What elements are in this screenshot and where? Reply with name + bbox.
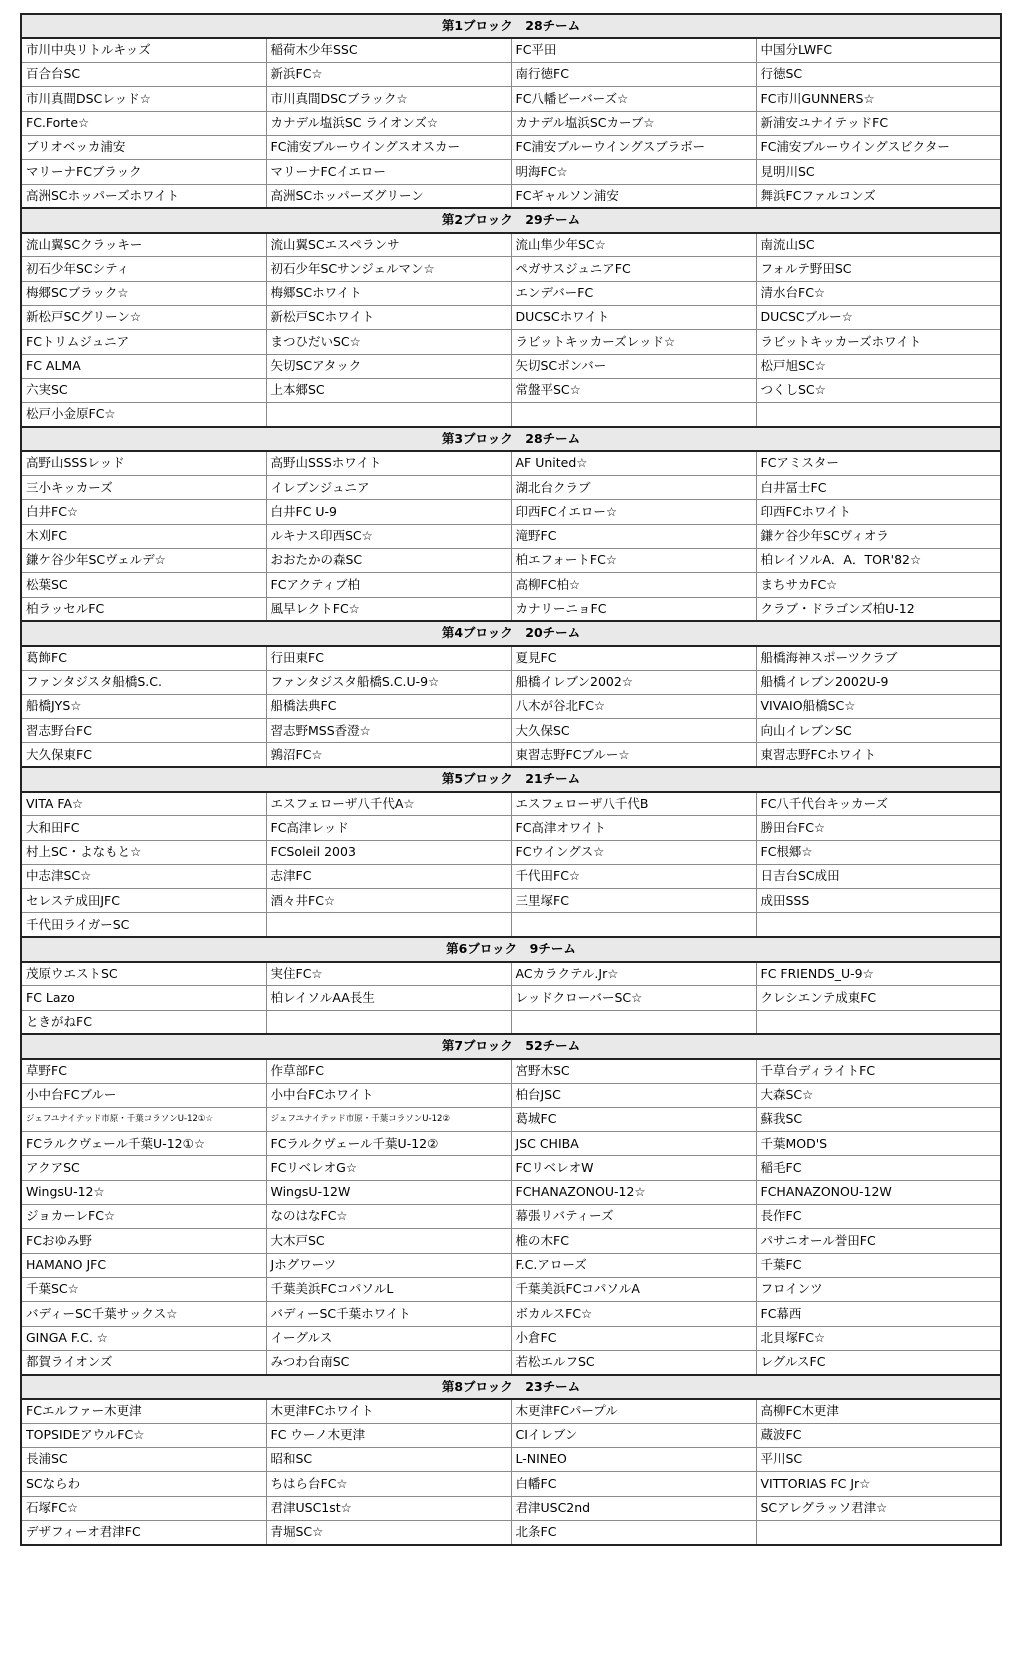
table-row bbox=[21, 403, 1001, 427]
team-cell: 印西FCイエロー☆ bbox=[511, 500, 756, 524]
block-header: 第5ブロック 21チーム bbox=[21, 767, 1001, 791]
team-cell: ACカラクテル.Jr☆ bbox=[511, 962, 756, 986]
team-cell: VITTORIAS FC Jr☆ bbox=[756, 1472, 1001, 1496]
team-cell bbox=[511, 1010, 756, 1034]
team-cell: 六実SC bbox=[21, 378, 266, 402]
team-cell: 船橋イレブン2002☆ bbox=[511, 670, 756, 694]
table-row bbox=[21, 597, 1001, 621]
team-cell: 高柳FC柏☆ bbox=[511, 573, 756, 597]
team-cell: FCアミスター bbox=[756, 451, 1001, 475]
team-cell: エンデバーFC bbox=[511, 281, 756, 305]
table-row bbox=[21, 524, 1001, 548]
table-row bbox=[21, 38, 1001, 62]
team-cell: FCトリムジュニア bbox=[21, 330, 266, 354]
team-cell: パサニオール誉田FC bbox=[756, 1229, 1001, 1253]
team-cell: ボカルスFC☆ bbox=[511, 1302, 756, 1326]
team-cell: フロインツ bbox=[756, 1277, 1001, 1301]
team-cell: 梅郷SCホワイト bbox=[266, 281, 511, 305]
team-cell: 初石少年SCサンジェルマン☆ bbox=[266, 257, 511, 281]
table-row bbox=[21, 962, 1001, 986]
team-cell: 千葉FC bbox=[756, 1253, 1001, 1277]
team-cell: 南流山SC bbox=[756, 233, 1001, 257]
team-cell bbox=[511, 913, 756, 937]
team-cell: おおたかの森SC bbox=[266, 549, 511, 573]
table-row bbox=[21, 1180, 1001, 1204]
team-cell: マリーナFCブラック bbox=[21, 160, 266, 184]
team-cell: 向山イレブンSC bbox=[756, 719, 1001, 743]
team-cell: GINGA F.C. ☆ bbox=[21, 1326, 266, 1350]
team-cell: 茂原ウエストSC bbox=[21, 962, 266, 986]
table-row bbox=[21, 1350, 1001, 1374]
team-cell: クレシエンテ成東FC bbox=[756, 986, 1001, 1010]
team-cell: 北貝塚FC☆ bbox=[756, 1326, 1001, 1350]
team-cell: 市川真間DSCレッド☆ bbox=[21, 87, 266, 111]
table-row bbox=[21, 1399, 1001, 1423]
team-table-container bbox=[20, 13, 1002, 1546]
team-cell: FCエルファー木更津 bbox=[21, 1399, 266, 1423]
team-cell: FCリベレオG☆ bbox=[266, 1156, 511, 1180]
table-row bbox=[21, 573, 1001, 597]
team-cell: 百合台SC bbox=[21, 63, 266, 87]
team-cell: マリーナFCイエロー bbox=[266, 160, 511, 184]
team-cell: FCギャルソン浦安 bbox=[511, 184, 756, 208]
team-cell: 青堀SC☆ bbox=[266, 1520, 511, 1544]
team-cell: 君津USC1st☆ bbox=[266, 1496, 511, 1520]
team-cell: ペガサスジュニアFC bbox=[511, 257, 756, 281]
team-cell: 稲荷木少年SSC bbox=[266, 38, 511, 62]
team-cell: 葛城FC bbox=[511, 1107, 756, 1131]
team-cell bbox=[756, 403, 1001, 427]
table-row bbox=[21, 864, 1001, 888]
team-cell: 鶉沼FC☆ bbox=[266, 743, 511, 767]
team-cell: 風早レクトFC☆ bbox=[266, 597, 511, 621]
team-cell: FC市川GUNNERS☆ bbox=[756, 87, 1001, 111]
team-cell: 大久保SC bbox=[511, 719, 756, 743]
table-row bbox=[21, 184, 1001, 208]
team-cell: 蔵波FC bbox=[756, 1423, 1001, 1447]
table-row bbox=[21, 549, 1001, 573]
team-cell: 新松戸SCホワイト bbox=[266, 306, 511, 330]
team-cell: ときがねFC bbox=[21, 1010, 266, 1034]
team-cell: 高野山SSSホワイト bbox=[266, 451, 511, 475]
team-cell: 常盤平SC☆ bbox=[511, 378, 756, 402]
team-cell bbox=[756, 913, 1001, 937]
team-cell: 八木が谷北FC☆ bbox=[511, 694, 756, 718]
table-row bbox=[21, 1302, 1001, 1326]
table-row bbox=[21, 63, 1001, 87]
team-cell: 習志野台FC bbox=[21, 719, 266, 743]
table-row bbox=[21, 111, 1001, 135]
table-row bbox=[21, 233, 1001, 257]
team-cell: 新松戸SCグリーン☆ bbox=[21, 306, 266, 330]
table-row bbox=[21, 87, 1001, 111]
team-cell: 東習志野FCホワイト bbox=[756, 743, 1001, 767]
team-cell: 志津FC bbox=[266, 864, 511, 888]
team-cell: 千葉SC☆ bbox=[21, 1277, 266, 1301]
team-cell: イレブンジュニア bbox=[266, 476, 511, 500]
team-cell: 明海FC☆ bbox=[511, 160, 756, 184]
team-cell: 流山隼少年SC☆ bbox=[511, 233, 756, 257]
table-row bbox=[21, 1520, 1001, 1544]
table-row bbox=[21, 1423, 1001, 1447]
team-cell: まちサカFC☆ bbox=[756, 573, 1001, 597]
team-cell: FC FRIENDS_U-9☆ bbox=[756, 962, 1001, 986]
team-cell: FCHANAZONOU-12W bbox=[756, 1180, 1001, 1204]
team-cell: 白井冨士FC bbox=[756, 476, 1001, 500]
table-row bbox=[21, 913, 1001, 937]
team-cell: 清水台FC☆ bbox=[756, 281, 1001, 305]
table-row bbox=[21, 1010, 1001, 1034]
team-cell: ルキナス印西SC☆ bbox=[266, 524, 511, 548]
team-cell bbox=[266, 913, 511, 937]
team-cell bbox=[756, 1010, 1001, 1034]
team-cell: 市川真間DSCブラック☆ bbox=[266, 87, 511, 111]
block-header-row bbox=[21, 14, 1001, 38]
table-row bbox=[21, 160, 1001, 184]
team-cell: 高洲SCホッパーズホワイト bbox=[21, 184, 266, 208]
table-row bbox=[21, 670, 1001, 694]
table-row bbox=[21, 1472, 1001, 1496]
team-cell: デザフィーオ君津FC bbox=[21, 1520, 266, 1544]
team-cell: 椎の木FC bbox=[511, 1229, 756, 1253]
team-cell: 夏見FC bbox=[511, 646, 756, 670]
block-header: 第1ブロック 28チーム bbox=[21, 14, 1001, 38]
team-cell: FC ウーノ木更津 bbox=[266, 1423, 511, 1447]
team-cell: セレステ成田JFC bbox=[21, 889, 266, 913]
team-cell: 長浦SC bbox=[21, 1448, 266, 1472]
team-cell: 幕張リバティーズ bbox=[511, 1205, 756, 1229]
team-cell: 新浦安ユナイテッドFC bbox=[756, 111, 1001, 135]
team-cell bbox=[511, 403, 756, 427]
table-row bbox=[21, 500, 1001, 524]
block-header: 第4ブロック 20チーム bbox=[21, 621, 1001, 645]
team-cell: 新浜FC☆ bbox=[266, 63, 511, 87]
team-cell: 勝田台FC☆ bbox=[756, 816, 1001, 840]
team-cell: 流山翼SCエスペランサ bbox=[266, 233, 511, 257]
team-cell: 行徳SC bbox=[756, 63, 1001, 87]
team-cell: WingsU-12W bbox=[266, 1180, 511, 1204]
table-row bbox=[21, 694, 1001, 718]
team-cell: 高柳FC木更津 bbox=[756, 1399, 1001, 1423]
team-cell: 高洲SCホッパーズグリーン bbox=[266, 184, 511, 208]
team-cell: 中国分LWFC bbox=[756, 38, 1001, 62]
team-cell: なのはなFC☆ bbox=[266, 1205, 511, 1229]
team-cell: ジェフユナイテッド市原・千葉コラソンU-12①☆ bbox=[21, 1107, 266, 1131]
team-cell: 千草台ディライトFC bbox=[756, 1059, 1001, 1083]
team-cell: みつわ台南SC bbox=[266, 1350, 511, 1374]
team-cell: 柏ラッセルFC bbox=[21, 597, 266, 621]
table-row bbox=[21, 451, 1001, 475]
team-cell: 流山翼SCクラッキー bbox=[21, 233, 266, 257]
team-cell: 小中台FCホワイト bbox=[266, 1083, 511, 1107]
team-cell: 千葉MOD'S bbox=[756, 1132, 1001, 1156]
table-row bbox=[21, 840, 1001, 864]
team-cell: 船橋海神スポーツクラブ bbox=[756, 646, 1001, 670]
team-cell: つくしSC☆ bbox=[756, 378, 1001, 402]
team-cell: 矢切SCボンバー bbox=[511, 354, 756, 378]
team-cell: TOPSIDEアウルFC☆ bbox=[21, 1423, 266, 1447]
team-cell: FC ALMA bbox=[21, 354, 266, 378]
team-cell: FCラルクヴェール千葉U-12② bbox=[266, 1132, 511, 1156]
team-cell: FCリベレオW bbox=[511, 1156, 756, 1180]
team-cell: 実住FC☆ bbox=[266, 962, 511, 986]
team-cell: 宮野木SC bbox=[511, 1059, 756, 1083]
table-row bbox=[21, 135, 1001, 159]
table-row bbox=[21, 1083, 1001, 1107]
team-cell: 千葉美浜FCコパソルA bbox=[511, 1277, 756, 1301]
block-header-row bbox=[21, 621, 1001, 645]
table-row bbox=[21, 476, 1001, 500]
table-row bbox=[21, 1496, 1001, 1520]
table-row bbox=[21, 257, 1001, 281]
team-cell: 小中台FCブルー bbox=[21, 1083, 266, 1107]
team-cell: 松葉SC bbox=[21, 573, 266, 597]
team-cell: FC高津レッド bbox=[266, 816, 511, 840]
table-row bbox=[21, 1277, 1001, 1301]
team-cell: 白井FC U-9 bbox=[266, 500, 511, 524]
team-cell: 木刈FC bbox=[21, 524, 266, 548]
team-cell: DUCSCホワイト bbox=[511, 306, 756, 330]
team-cell: 印西FCホワイト bbox=[756, 500, 1001, 524]
team-cell: 矢切SCアタック bbox=[266, 354, 511, 378]
table-row bbox=[21, 330, 1001, 354]
team-cell bbox=[266, 1010, 511, 1034]
table-row bbox=[21, 1326, 1001, 1350]
table-row bbox=[21, 1448, 1001, 1472]
team-cell: まつひだいSC☆ bbox=[266, 330, 511, 354]
team-cell: 船橋JYS☆ bbox=[21, 694, 266, 718]
team-cell: レグルスFC bbox=[756, 1350, 1001, 1374]
team-cell: 習志野MSS香澄☆ bbox=[266, 719, 511, 743]
team-cell: ジョカーレFC☆ bbox=[21, 1205, 266, 1229]
team-cell: カナリーニョFC bbox=[511, 597, 756, 621]
table-row bbox=[21, 354, 1001, 378]
team-cell: 稲毛FC bbox=[756, 1156, 1001, 1180]
team-cell: エスフェローザ八千代A☆ bbox=[266, 792, 511, 816]
team-cell: 鎌ケ谷少年SCヴィオラ bbox=[756, 524, 1001, 548]
team-cell: 都賀ライオンズ bbox=[21, 1350, 266, 1374]
team-cell: 平川SC bbox=[756, 1448, 1001, 1472]
team-cell: L-NINEO bbox=[511, 1448, 756, 1472]
team-cell: アクアSC bbox=[21, 1156, 266, 1180]
team-cell: 上本郷SC bbox=[266, 378, 511, 402]
team-cell: 柏エフォートFC☆ bbox=[511, 549, 756, 573]
team-cell: 石塚FC☆ bbox=[21, 1496, 266, 1520]
team-cell: FC幕西 bbox=[756, 1302, 1001, 1326]
team-cell: SCならわ bbox=[21, 1472, 266, 1496]
block-header: 第2ブロック 29チーム bbox=[21, 208, 1001, 232]
team-cell: 千代田ライガーSC bbox=[21, 913, 266, 937]
team-cell: ブリオベッカ浦安 bbox=[21, 135, 266, 159]
team-cell: 村上SC・よなもと☆ bbox=[21, 840, 266, 864]
team-cell: FC浦安ブルーウイングスブラボー bbox=[511, 135, 756, 159]
team-cell: 市川中央リトルキッズ bbox=[21, 38, 266, 62]
team-cell: 大森SC☆ bbox=[756, 1083, 1001, 1107]
team-cell: 中志津SC☆ bbox=[21, 864, 266, 888]
team-cell: カナデル塩浜SC ライオンズ☆ bbox=[266, 111, 511, 135]
team-cell: FCおゆみ野 bbox=[21, 1229, 266, 1253]
block-header: 第8ブロック 23チーム bbox=[21, 1375, 1001, 1399]
block-header-row bbox=[21, 427, 1001, 451]
table-row bbox=[21, 378, 1001, 402]
team-block-table bbox=[20, 13, 1002, 1546]
team-cell: 滝野FC bbox=[511, 524, 756, 548]
table-row bbox=[21, 816, 1001, 840]
table-row bbox=[21, 792, 1001, 816]
team-cell: カナデル塩浜SCカーブ☆ bbox=[511, 111, 756, 135]
team-cell: 君津USC2nd bbox=[511, 1496, 756, 1520]
team-cell: FC.Forte☆ bbox=[21, 111, 266, 135]
team-cell: FCウイングス☆ bbox=[511, 840, 756, 864]
table-row bbox=[21, 1205, 1001, 1229]
table-row bbox=[21, 1229, 1001, 1253]
team-cell: FC高津オワイト bbox=[511, 816, 756, 840]
team-cell: 船橋イレブン2002U-9 bbox=[756, 670, 1001, 694]
team-cell bbox=[266, 403, 511, 427]
block-header: 第7ブロック 52チーム bbox=[21, 1034, 1001, 1058]
team-cell: AF United☆ bbox=[511, 451, 756, 475]
team-cell: イーグルス bbox=[266, 1326, 511, 1350]
team-cell: DUCSCブルー☆ bbox=[756, 306, 1001, 330]
team-cell: 松戸小金原FC☆ bbox=[21, 403, 266, 427]
team-cell: 木更津FCホワイト bbox=[266, 1399, 511, 1423]
team-cell: 千代田FC☆ bbox=[511, 864, 756, 888]
team-cell: FC根郷☆ bbox=[756, 840, 1001, 864]
block-header-row bbox=[21, 1034, 1001, 1058]
team-cell: 白幡FC bbox=[511, 1472, 756, 1496]
team-cell: 東習志野FCブルー☆ bbox=[511, 743, 756, 767]
team-cell: 舞浜FCファルコンズ bbox=[756, 184, 1001, 208]
block-header-row bbox=[21, 937, 1001, 961]
team-cell: ファンタジスタ船橋S.C. bbox=[21, 670, 266, 694]
team-cell: ラビットキッカーズホワイト bbox=[756, 330, 1001, 354]
team-cell: FC浦安ブルーウイングスビクター bbox=[756, 135, 1001, 159]
team-cell: 大木戸SC bbox=[266, 1229, 511, 1253]
team-cell: 草野FC bbox=[21, 1059, 266, 1083]
team-cell: 三小キッカーズ bbox=[21, 476, 266, 500]
table-row bbox=[21, 281, 1001, 305]
team-cell: 葛飾FC bbox=[21, 646, 266, 670]
team-cell bbox=[756, 1520, 1001, 1544]
table-row bbox=[21, 986, 1001, 1010]
team-cell: 白井FC☆ bbox=[21, 500, 266, 524]
team-cell: 行田東FC bbox=[266, 646, 511, 670]
team-cell: 日吉台SC成田 bbox=[756, 864, 1001, 888]
team-cell: SCアレグラッソ君津☆ bbox=[756, 1496, 1001, 1520]
team-cell: 高野山SSSレッド bbox=[21, 451, 266, 475]
table-row bbox=[21, 306, 1001, 330]
team-cell: 柏台JSC bbox=[511, 1083, 756, 1107]
team-cell: ラビットキッカーズレッド☆ bbox=[511, 330, 756, 354]
table-row bbox=[21, 719, 1001, 743]
team-cell: 柏レイソルA．A．TOR'82☆ bbox=[756, 549, 1001, 573]
table-row bbox=[21, 1253, 1001, 1277]
team-cell: FC八千代台キッカーズ bbox=[756, 792, 1001, 816]
team-cell: 長作FC bbox=[756, 1205, 1001, 1229]
block-header: 第6ブロック 9チーム bbox=[21, 937, 1001, 961]
team-cell: VITA FA☆ bbox=[21, 792, 266, 816]
team-cell: JSC CHIBA bbox=[511, 1132, 756, 1156]
team-cell: 成田SSS bbox=[756, 889, 1001, 913]
table-row bbox=[21, 743, 1001, 767]
team-cell: ファンタジスタ船橋S.C.U-9☆ bbox=[266, 670, 511, 694]
team-cell: FC浦安ブルーウイングスオスカー bbox=[266, 135, 511, 159]
table-row bbox=[21, 1107, 1001, 1131]
team-cell: HAMANO JFC bbox=[21, 1253, 266, 1277]
table-row bbox=[21, 1059, 1001, 1083]
team-cell: FCアクティブ柏 bbox=[266, 573, 511, 597]
table-row bbox=[21, 1156, 1001, 1180]
team-cell: 小倉FC bbox=[511, 1326, 756, 1350]
team-cell: 昭和SC bbox=[266, 1448, 511, 1472]
team-cell: F.C.アローズ bbox=[511, 1253, 756, 1277]
team-cell: 鎌ケ谷少年SCヴェルデ☆ bbox=[21, 549, 266, 573]
team-cell: 酒々井FC☆ bbox=[266, 889, 511, 913]
team-cell: 初石少年SCシティ bbox=[21, 257, 266, 281]
team-cell: 三里塚FC bbox=[511, 889, 756, 913]
team-cell: FCSoleil 2003 bbox=[266, 840, 511, 864]
team-cell: バディーSC千葉サックス☆ bbox=[21, 1302, 266, 1326]
team-cell: 北条FC bbox=[511, 1520, 756, 1544]
block-header: 第3ブロック 28チーム bbox=[21, 427, 1001, 451]
table-row bbox=[21, 889, 1001, 913]
team-cell: 柏レイソルAA長生 bbox=[266, 986, 511, 1010]
team-cell: 松戸旭SC☆ bbox=[756, 354, 1001, 378]
team-cell: CIイレブン bbox=[511, 1423, 756, 1447]
team-cell: 千葉美浜FCコパソルL bbox=[266, 1277, 511, 1301]
team-cell: 若松エルフSC bbox=[511, 1350, 756, 1374]
team-cell: レッドクローバーSC☆ bbox=[511, 986, 756, 1010]
team-cell: ちはら台FC☆ bbox=[266, 1472, 511, 1496]
team-cell: FCHANAZONOU-12☆ bbox=[511, 1180, 756, 1204]
team-cell: 作草部FC bbox=[266, 1059, 511, 1083]
team-cell: FC平田 bbox=[511, 38, 756, 62]
team-cell: エスフェローザ八千代B bbox=[511, 792, 756, 816]
team-cell: 船橋法典FC bbox=[266, 694, 511, 718]
block-header-row bbox=[21, 767, 1001, 791]
team-cell: 大久保東FC bbox=[21, 743, 266, 767]
team-cell: Jホグワーツ bbox=[266, 1253, 511, 1277]
team-cell: FC八幡ビーバーズ☆ bbox=[511, 87, 756, 111]
team-cell: 木更津FCパープル bbox=[511, 1399, 756, 1423]
team-cell: VIVAIO船橋SC☆ bbox=[756, 694, 1001, 718]
team-cell: ジェフユナイテッド市原・千葉コラソンU-12② bbox=[266, 1107, 511, 1131]
team-cell: 湖北台クラブ bbox=[511, 476, 756, 500]
team-cell: WingsU-12☆ bbox=[21, 1180, 266, 1204]
team-cell: 蘇我SC bbox=[756, 1107, 1001, 1131]
team-cell: FC Lazo bbox=[21, 986, 266, 1010]
team-cell: クラブ・ドラゴンズ柏U-12 bbox=[756, 597, 1001, 621]
team-cell: フォルテ野田SC bbox=[756, 257, 1001, 281]
team-cell: 梅郷SCブラック☆ bbox=[21, 281, 266, 305]
team-cell: 南行徳FC bbox=[511, 63, 756, 87]
team-cell: バディーSC千葉ホワイト bbox=[266, 1302, 511, 1326]
team-cell: FCラルクヴェール千葉U-12①☆ bbox=[21, 1132, 266, 1156]
block-header-row bbox=[21, 208, 1001, 232]
team-cell: 見明川SC bbox=[756, 160, 1001, 184]
table-row bbox=[21, 646, 1001, 670]
table-row bbox=[21, 1132, 1001, 1156]
block-header-row bbox=[21, 1375, 1001, 1399]
team-cell: 大和田FC bbox=[21, 816, 266, 840]
